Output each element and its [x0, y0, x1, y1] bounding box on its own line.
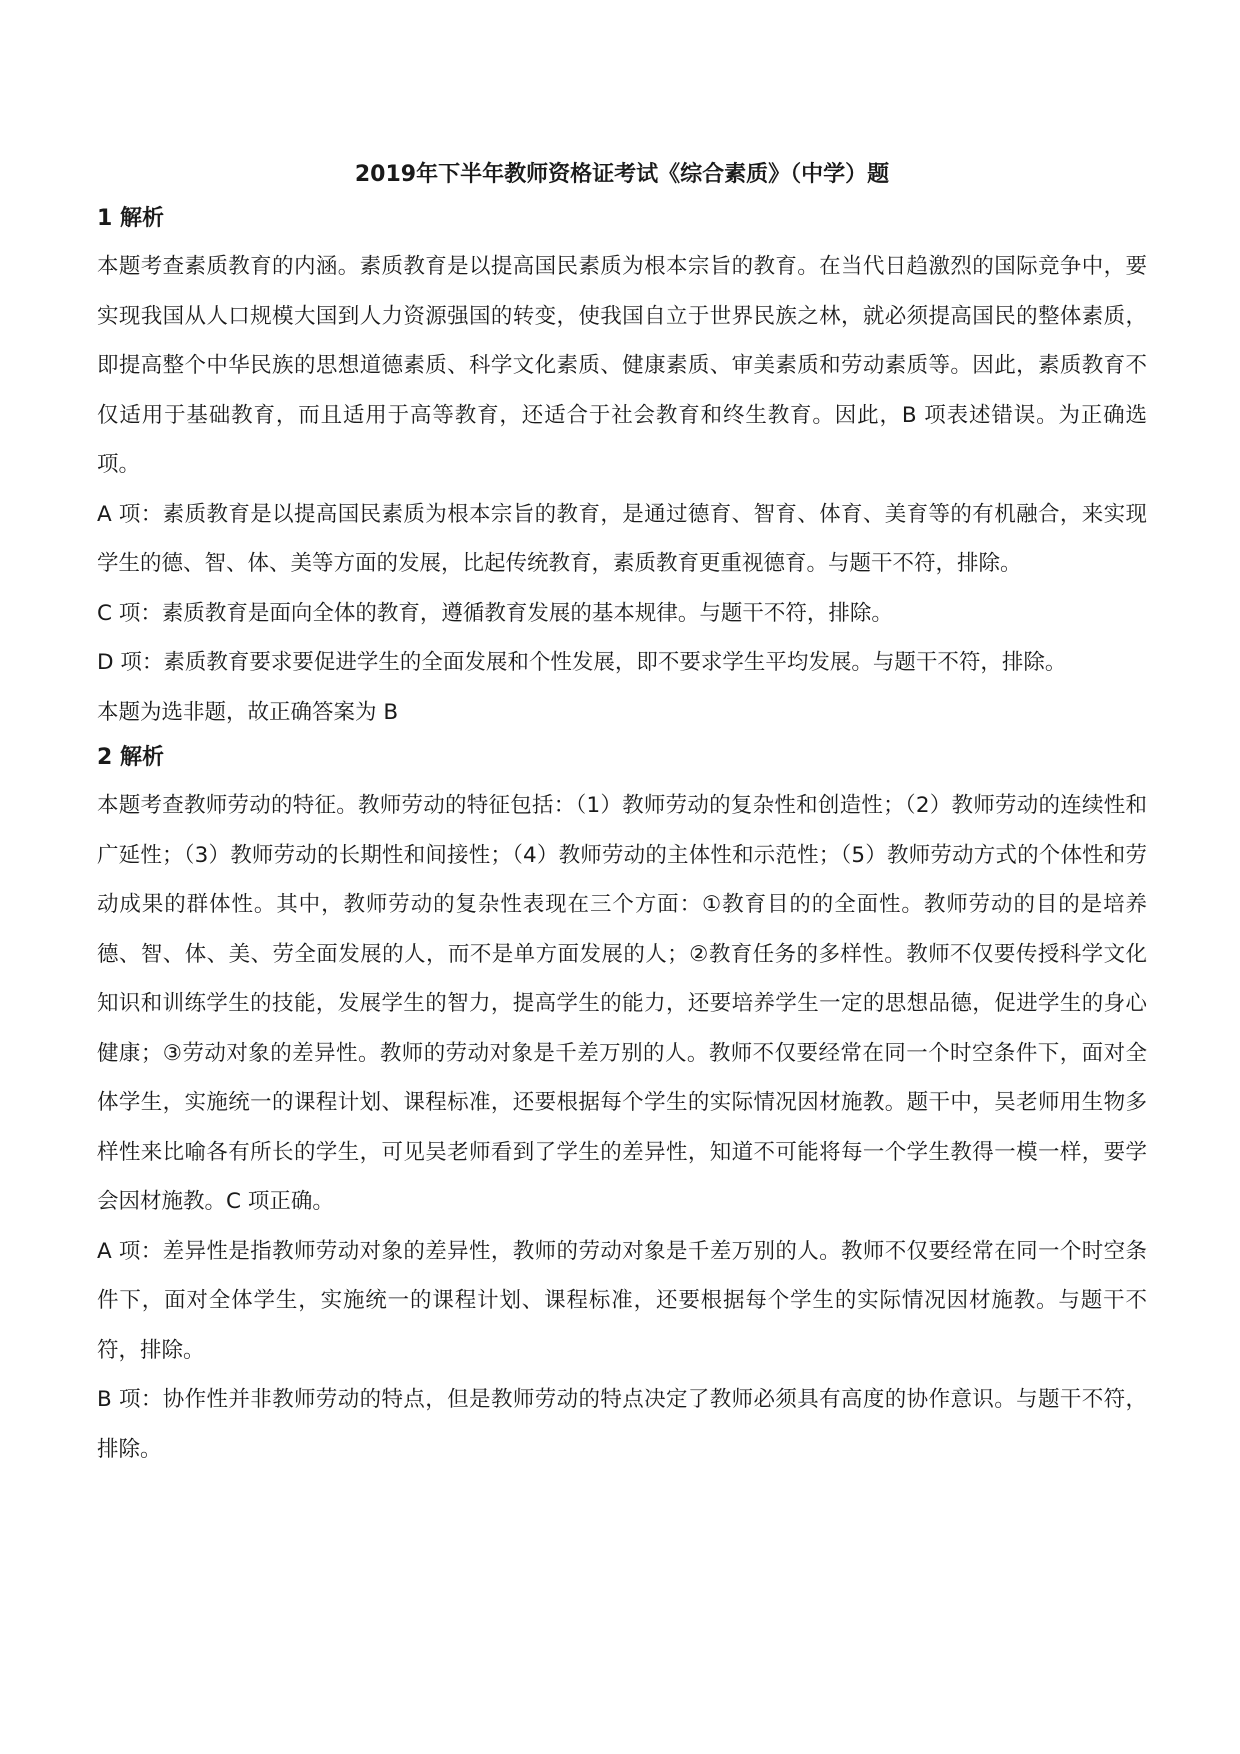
- section-1: [97, 204, 1147, 737]
- paragraph: B 项：协作性并非教师劳动的特点，但是教师劳动的特点决定了教师必须具有高度的协作意识。与题干不符，排除。: [97, 1387, 1147, 1462]
- document-page: [97, 160, 1147, 1474]
- paragraph: 本题考查教师劳动的特征。教师劳动的特征包括：（1）教师劳动的复杂性和创造性；（2）教师劳动的连续性和广延性；（3）教师劳动的长期性和间接性；（4）教师劳动的主体性和示范性；（5）教师劳动方式的个体性和劳动成果的群体性。其中，教师劳动的复杂性表现在三个方面：①教育目的的全面性。教师劳动的目的是培养德、智、体、美、劳全面发展的人，而不是单方面发展的人；②教育任务的多样性。教师不仅要传授科学文化知识和训练学生的技能，发展学生的智力，提高学生的能力，还要培养学生一定的思想品德，促进学生的身心健康；③劳动对象的差异性。教师的劳动对象是千差万别的人。教师不仅要经常在同一个时空条件下，面对全体学生，实施统一的课程计划、课程标准，还要根据每个学生的实际情况因材施教。题干中，吴老师用生物多样性来比喻各有所长的学生，可见吴老师看到了学生的差异性，知道不可能将每一个学生教得一模一样，要学会因材施教。C 项正确。: [97, 793, 1147, 1214]
- paragraph: C 项：素质教育是面向全体的教育，遵循教育发展的基本规律。与题干不符，排除。: [97, 600, 893, 626]
- paragraph: 本题为选非题，故正确答案为 B: [97, 699, 399, 725]
- section-2: [97, 743, 1147, 1474]
- document-title: 2019年下半年教师资格证考试《综合素质》（中学）题: [354, 162, 890, 187]
- paragraph: 本题考查素质教育的内涵。素质教育是以提高国民素质为根本宗旨的教育。在当代日趋激烈的国际竞争中，要实现我国从人口规模大国到人力资源强国的转变，使我国自立于世界民族之林，就必须提高国民的整体素质，即提高整个中华民族的思想道德素质、科学文化素质、健康素质、审美素质和劳动素质等。因此，素质教育不仅适用于基础教育，而且适用于高等教育，还适合于社会教育和终生教育。因此，B 项表述错误。为正确选项。: [97, 254, 1147, 477]
- section-heading: 2 解析: [97, 745, 164, 770]
- paragraph: D 项：素质教育要求要促进学生的全面发展和个性发展，即不要求学生平均发展。与题干不符，排除。: [97, 650, 1067, 675]
- paragraph: A 项：差异性是指教师劳动对象的差异性，教师的劳动对象是千差万别的人。教师不仅要经常在同一个时空条件下，面对全体学生，实施统一的课程计划、课程标准，还要根据每个学生的实际情况因材施教。与题干不符，排除。: [97, 1238, 1147, 1363]
- section-heading: 1 解析: [97, 206, 164, 231]
- paragraph: A 项：素质教育是以提高国民素质为根本宗旨的教育，是通过德育、智育、体育、美育等的有机融合，来实现学生的德、智、体、美等方面的发展，比起传统教育，素质教育更重视德育。与题干不符，排除。: [97, 501, 1147, 576]
